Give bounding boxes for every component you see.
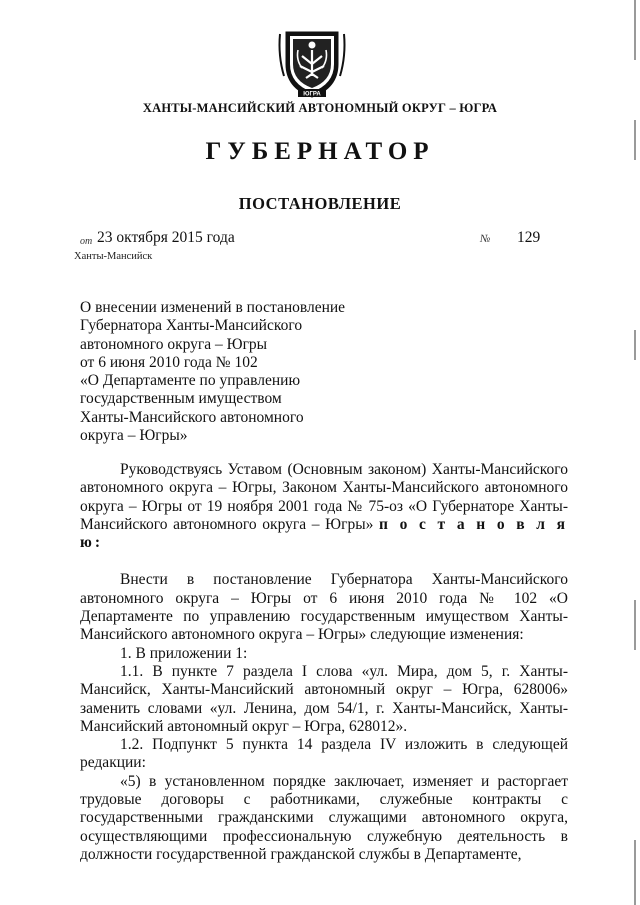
decree-heading: ПОСТАНОВЛЕНИЕ <box>238 194 402 213</box>
decree-title <box>80 299 410 445</box>
title-line: государственным имуществом <box>80 390 282 408</box>
title-line: О внесении изменений в постановление <box>80 299 346 316</box>
title-line: округа – Югры» <box>80 427 188 445</box>
decree-body <box>80 461 568 864</box>
number-sign: № <box>480 233 491 245</box>
emblem-label: ЮГРА <box>303 91 321 98</box>
scan-edge-mark <box>631 0 637 905</box>
governor-heading: ГУБЕРНАТОР <box>205 138 435 165</box>
body-paragraph: «5) в установленном порядке заключает, изменяет и расторгает трудовые договоры с работниками, служебные контракты с государственными гражданскими служащими автономного округа, осуществляющими профессиональную служебную деятельность в должности государственной гражданской службы в Департаменте, <box>80 772 568 863</box>
decree-number: 129 <box>517 229 541 246</box>
city-name: Ханты-Мансийск <box>74 251 153 262</box>
coat-of-arms-emblem <box>276 26 348 100</box>
title-line: Ханты-Мансийского автономного <box>80 408 304 426</box>
title-line: Губернатора Ханты-Мансийского <box>80 317 303 335</box>
date-prefix: от <box>80 236 93 247</box>
body-paragraph: Внести в постановление Губернатора Ханты-Мансийского автономного округа – Югры от 6 июня 2010 года № 102 «О Департаменте по управлению государственным имуществом Ханты-Мансийского автономного округа – Югры» следующие изменения: <box>80 571 568 644</box>
region-name: ХАНТЫ-МАНСИЙСКИЙ АВТОНОМНЫЙ ОКРУГ – ЮГРА <box>142 101 498 115</box>
title-line: «О Департаменте по управлению <box>80 372 301 390</box>
title-line: автономного округа – Югры <box>80 335 268 353</box>
decree-word: п о с т а н о в л я ю: <box>80 515 568 552</box>
body-paragraph: 1. В приложении 1: <box>120 644 248 662</box>
body-paragraph: 1.1. В пункте 7 раздела I слова «ул. Мира, дом 5, г. Ханты-Мансийск, Ханты-Мансийский автономный округ – Югра, 628006» заменить словами «ул. Ленина, дом 54/1, г. Ханты-Мансийск, Ханты-Мансийский автономный округ – Югра, 628012». <box>80 662 568 735</box>
preamble-text: Руководствуясь Уставом (Основным законом) Ханты-Мансийского автономного округа – Югры, Законом Ханты-Мансийского автономного округа – Югры от 19 ноября 2001 года № 75-оз «О Губернаторе Ханты-Мансийского автономного округа – Югры» <box>80 461 568 533</box>
preamble-paragraph <box>80 461 568 552</box>
body-paragraph: 1.2. Подпункт 5 пункта 14 раздела IV изложить в следующей редакции: <box>80 736 568 772</box>
title-line: от 6 июня 2010 года № 102 <box>80 353 258 371</box>
decree-date: 23 октября 2015 года <box>97 229 235 246</box>
